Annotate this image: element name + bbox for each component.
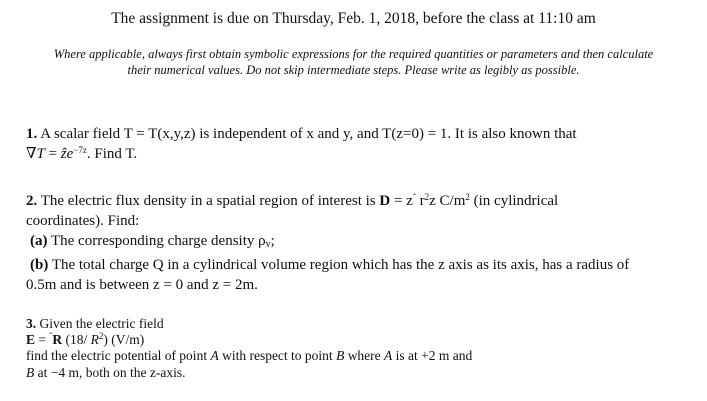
question-3-line-1 [26,316,472,332]
unit-exponent: 2 [465,192,470,202]
question-1 [26,124,577,164]
field-expr-close: ) (V/m) [103,332,145,348]
unit-vector-hat: ˆ [412,192,416,202]
point-B: B [336,348,345,364]
question-1-line-2 [26,144,577,164]
R-exponent: 2 [98,331,104,342]
question-1-prompt: . Find T. [86,146,138,162]
question-3-number: 3. [26,316,37,331]
unit: C/m [435,193,466,209]
r-exponent: 2 [424,192,430,202]
due-date-line: The assignment is due on Thursday, Feb. 1, 2018, before the class at 11:10 am [111,10,596,27]
charge-density-subscript: v [265,239,271,250]
question-1-text: A scalar field T = T(x,y,z) is independent of x and y, and T(z=0) = 1. It is also known that [40,126,577,142]
question-3-line-4 [26,365,472,381]
field-symbol: E [26,332,36,348]
flux-density-eq: = z [390,193,413,209]
exponent: −7z [73,145,87,155]
question-2 [26,191,629,295]
R-unit-vector: R [52,332,63,348]
question-2-number: 2. [26,193,38,209]
part-b [26,255,629,275]
question-1-line-1 [26,124,577,144]
question-2-line-2: coordinates). Find: [26,213,140,229]
field-eq: = [35,332,50,348]
part-b-text: The total charge Q in a cylindrical volume region which has the z axis as its axis, has a radius of [48,257,630,273]
instructions-line-2: their numerical values. Do not skip intermediate steps. Please write as legibly as possible. [127,63,580,77]
question-3-line-2 [26,332,472,348]
question-1-number: 1. [26,126,38,142]
z-variable: z [429,193,436,209]
point-A: A [210,348,219,364]
gradient-symbol: ∇T [26,146,45,162]
question-2-intro: The electric flux density in a spatial region of interest is [40,193,380,209]
R-variable: R [90,332,99,348]
text-span: at −4 m, both on the z-axis. [34,364,186,380]
instructions-line-1: Where applicable, always first obtain symbolic expressions for the required quantities or parameters and then calculate [53,47,654,61]
coordinate-note: (in cylindrical [469,193,559,209]
gradient-expression: ẑe [60,146,74,162]
part-a-text: The corresponding charge density ρ [47,233,266,249]
question-3-line-3 [26,348,472,364]
text-span: is at +2 m and [392,348,473,364]
point-A: A [384,348,393,364]
instructions-note [0,46,707,78]
unit-vector-hat: ˆ [49,331,53,342]
part-b-label: (b) [30,257,49,273]
text-span: where [344,348,385,364]
field-expr-open: (18/ [62,332,91,348]
text-span: find the electric potential of point [26,348,211,364]
text-span: with respect to point [218,348,337,364]
question-3-text: Given the electric field [39,316,164,331]
question-2-line-1 [26,191,629,211]
part-a-label: (a) [30,233,48,249]
question-3 [26,316,472,381]
flux-density-symbol: D [379,193,391,209]
part-a [26,231,629,255]
part-a-end: ; [270,233,275,249]
part-b-line-2: 0.5m and is between z = 0 and z = 2m. [26,277,258,293]
equals-sign: = [44,146,61,162]
r-variable: r [415,193,425,209]
point-B: B [26,364,35,380]
